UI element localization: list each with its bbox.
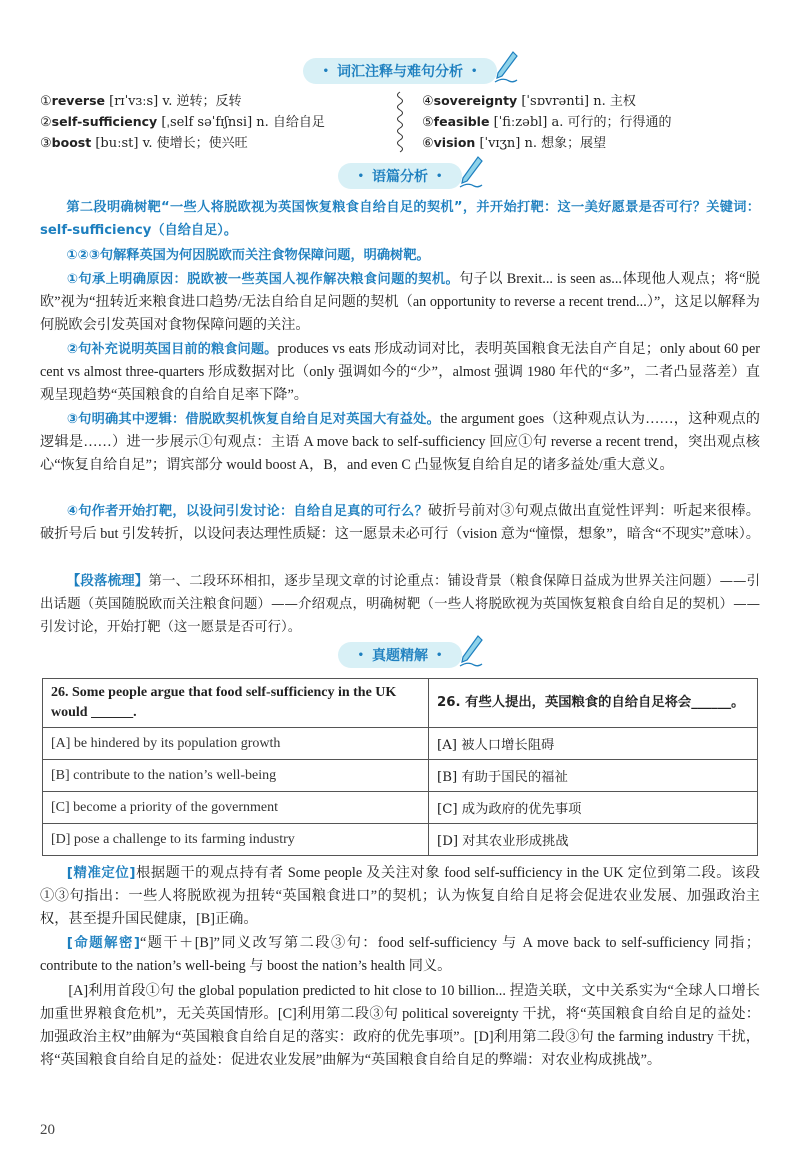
vocab-column-right: [422, 90, 762, 153]
section-title-text: 语篇分析: [372, 169, 428, 185]
option-zh: [A] 被人口增长阻碍: [429, 728, 758, 760]
pen-icon: [458, 155, 484, 189]
summary-label: 【段落梳理】: [66, 574, 149, 589]
section-title-vocab: [0, 58, 800, 84]
vocab-item: ②self-sufficiency [ˌself səˈfɪʃnsi] n. 自给自足: [40, 114, 325, 130]
option-row: [43, 728, 758, 760]
divider-squiggle: [390, 90, 410, 154]
option-zh: [C] 成为政府的优先事项: [429, 792, 758, 824]
bullet-dot: •: [357, 649, 364, 661]
bullet-dot: •: [436, 170, 443, 182]
analysis-lead: ①句承上明确原因：脱欧被一些英国人视作解决粮食问题的契机。: [66, 272, 460, 287]
bullet-dot: •: [322, 65, 329, 77]
option-en: [C] become a priority of the government: [43, 792, 429, 824]
vocab-column-left: [40, 90, 380, 153]
analysis-lead: ④句作者开始打靶，以设问引发讨论：自给自足真的可行么？: [66, 504, 428, 519]
section-title-exam: [0, 642, 800, 668]
analysis-lead: ③句明确其中逻辑：借脱欧契机恢复自给自足对英国大有益处。: [66, 412, 440, 427]
pen-icon: [493, 50, 519, 84]
paragraph-summary: [40, 570, 760, 639]
bullet-dot: •: [436, 649, 443, 661]
vocab-list: [40, 90, 760, 154]
explain-location-body: 根据题干的观点持有者 Some people 及关注对象 food self-sufficiency in the UK 定位到第二段。该段①③句指出：一些人将脱欧视为扭转“英国粮食进口”的契机；认为恢复自给自足将会促进农业发展、加强政治主权，甚至提升国民健康，[B]正确。: [40, 865, 760, 927]
page-number: 20: [40, 1122, 55, 1138]
option-zh: [B] 有助于国民的福祉: [429, 760, 758, 792]
question-stem-zh: 26. 有些人提出，英国粮食的自给自足将会______。: [429, 679, 758, 728]
option-row: [43, 792, 758, 824]
bullet-dot: •: [471, 65, 478, 77]
vocab-item: ③boost [buːst] v. 使增长；使兴旺: [40, 135, 248, 151]
analysis-body: 句子以 Brexit... is seen as...体现他人观点；将“脱欧”视为“扭转近来粮食进口趋势/无法自给自足问题的契机（an opportunity to reverse a recent trend...）”，这足以解释为何脱欧会引发英国对食物保障问题的关注。: [40, 271, 760, 333]
question-table: [42, 678, 758, 856]
vocab-item: ⑤feasible [ˈfiːzəbl] a. 可行的；行得通的: [422, 114, 672, 130]
analysis-body: the argument goes（这种观点认为……，这种观点的逻辑是……）进一步展示①句观点：主语 A move back to self-sufficiency 回应①句 reverse a recent trend，突出观点核心“恢复自给自足”；谓宾部分 would boost A，B，and even C 凸显恢复自给自足的诸多益处/重大意义。: [40, 411, 760, 473]
option-zh: [D] 对其农业形成挑战: [429, 824, 758, 856]
section-title-text: 真题精解: [372, 648, 428, 664]
option-row: [43, 824, 758, 856]
explain-location: [40, 862, 760, 931]
explain-wrong-options: [A]利用首段①句 the global population predicted to hit close to 10 billion... 捏造关联，文中关系实为“全球人口增长加重世界粮食危机”，无关英国情形。[C]利用第二段③句 political sovereignty 干扰，将“英国粮食自给自足的益处：加强政治主权”曲解为“英国粮食自给自足的落实：政府的优先事项”。[D]利用第二段③句 the farming industry 干扰，将“英国粮食自给自足的益处：促进农业发展”曲解为“英国粮食自给自足的弊端：对农业构成挑战”。: [40, 983, 760, 1068]
bullet-dot: •: [357, 170, 364, 182]
option-en: [A] be hindered by its population growth: [43, 728, 429, 760]
vocab-item: ①reverse [rɪˈvɜːs] v. 逆转；反转: [40, 93, 242, 109]
section-title-text: 词汇注释与难句分析: [337, 64, 463, 80]
analysis-sentence-2: [40, 338, 760, 407]
analysis-sentence-3: [40, 408, 760, 477]
analysis-sentence-1: [40, 268, 760, 337]
analysis-summary: ①②③句解释英国为何因脱欧而关注食物保障问题，明确树靶。: [66, 248, 430, 263]
analysis-body: produces vs eats 形成动词对比，表明英国粮食无法自产自足；only about 60 per cent vs almost three-quarters 形成数据对比（only 强调如今的“少”，almost 强调 1980 年代的“多”，二者凸显落差）直观呈现趋势“英国粮食的自给自足率下降”。: [40, 341, 760, 403]
vocab-item: ④sovereignty [ˈsɒvrənti] n. 主权: [422, 93, 636, 109]
analysis-body: 破折号前对③句观点做出直觉性评判：听起来很棒。破折号后 but 引发转折，以设问表达理性质疑：这一愿景未必可行（vision 意为“憧憬，想象”，暗含“不现实”意味）。: [40, 503, 760, 542]
analysis-sentence-4: [40, 500, 760, 546]
question-stem-row: [43, 679, 758, 728]
option-row: [43, 760, 758, 792]
explain-secret: [40, 932, 760, 978]
option-en: [B] contribute to the nation’s well-being: [43, 760, 429, 792]
analysis-lead: ②句补充说明英国目前的粮食问题。: [66, 342, 278, 357]
vocab-item: ⑥vision [ˈvɪʒn] n. 想象；展望: [422, 135, 607, 151]
explain-secret-body: “题干＋[B]”同义改写第二段③句：food self-sufficiency 与 A move back to self-sufficiency 同指；contribute to the nation’s well-being 与 boost the nation’s health 同义。: [40, 935, 760, 974]
summary-body: 第一、二段环环相扣，逐步呈现文章的讨论重点：铺设背景（粮食保障日益成为世界关注问题）——引出话题（英国随脱欧而关注粮食问题）——介绍观点，明确树靶（一些人将脱欧视为英国恢复粮食自给自足的契机）——引发讨论，开始打靶（这一愿景是否可行）。: [40, 574, 761, 635]
question-stem-en: 26. Some people argue that food self-sufficiency in the UK would ______.: [43, 679, 429, 728]
analysis-intro: 第二段明确树靶“一些人将脱欧视为英国恢复粮食自给自足的契机”，并开始打靶：这一美好愿景是否可行？关键词：self-sufficiency（自给自足）。: [40, 200, 760, 238]
explain-location-label: [精准定位]: [66, 866, 136, 881]
pen-icon: [458, 634, 484, 668]
option-en: [D] pose a challenge to its farming industry: [43, 824, 429, 856]
explain-secret-label: [命题解密]: [66, 936, 140, 951]
section-title-analysis: [0, 163, 800, 189]
